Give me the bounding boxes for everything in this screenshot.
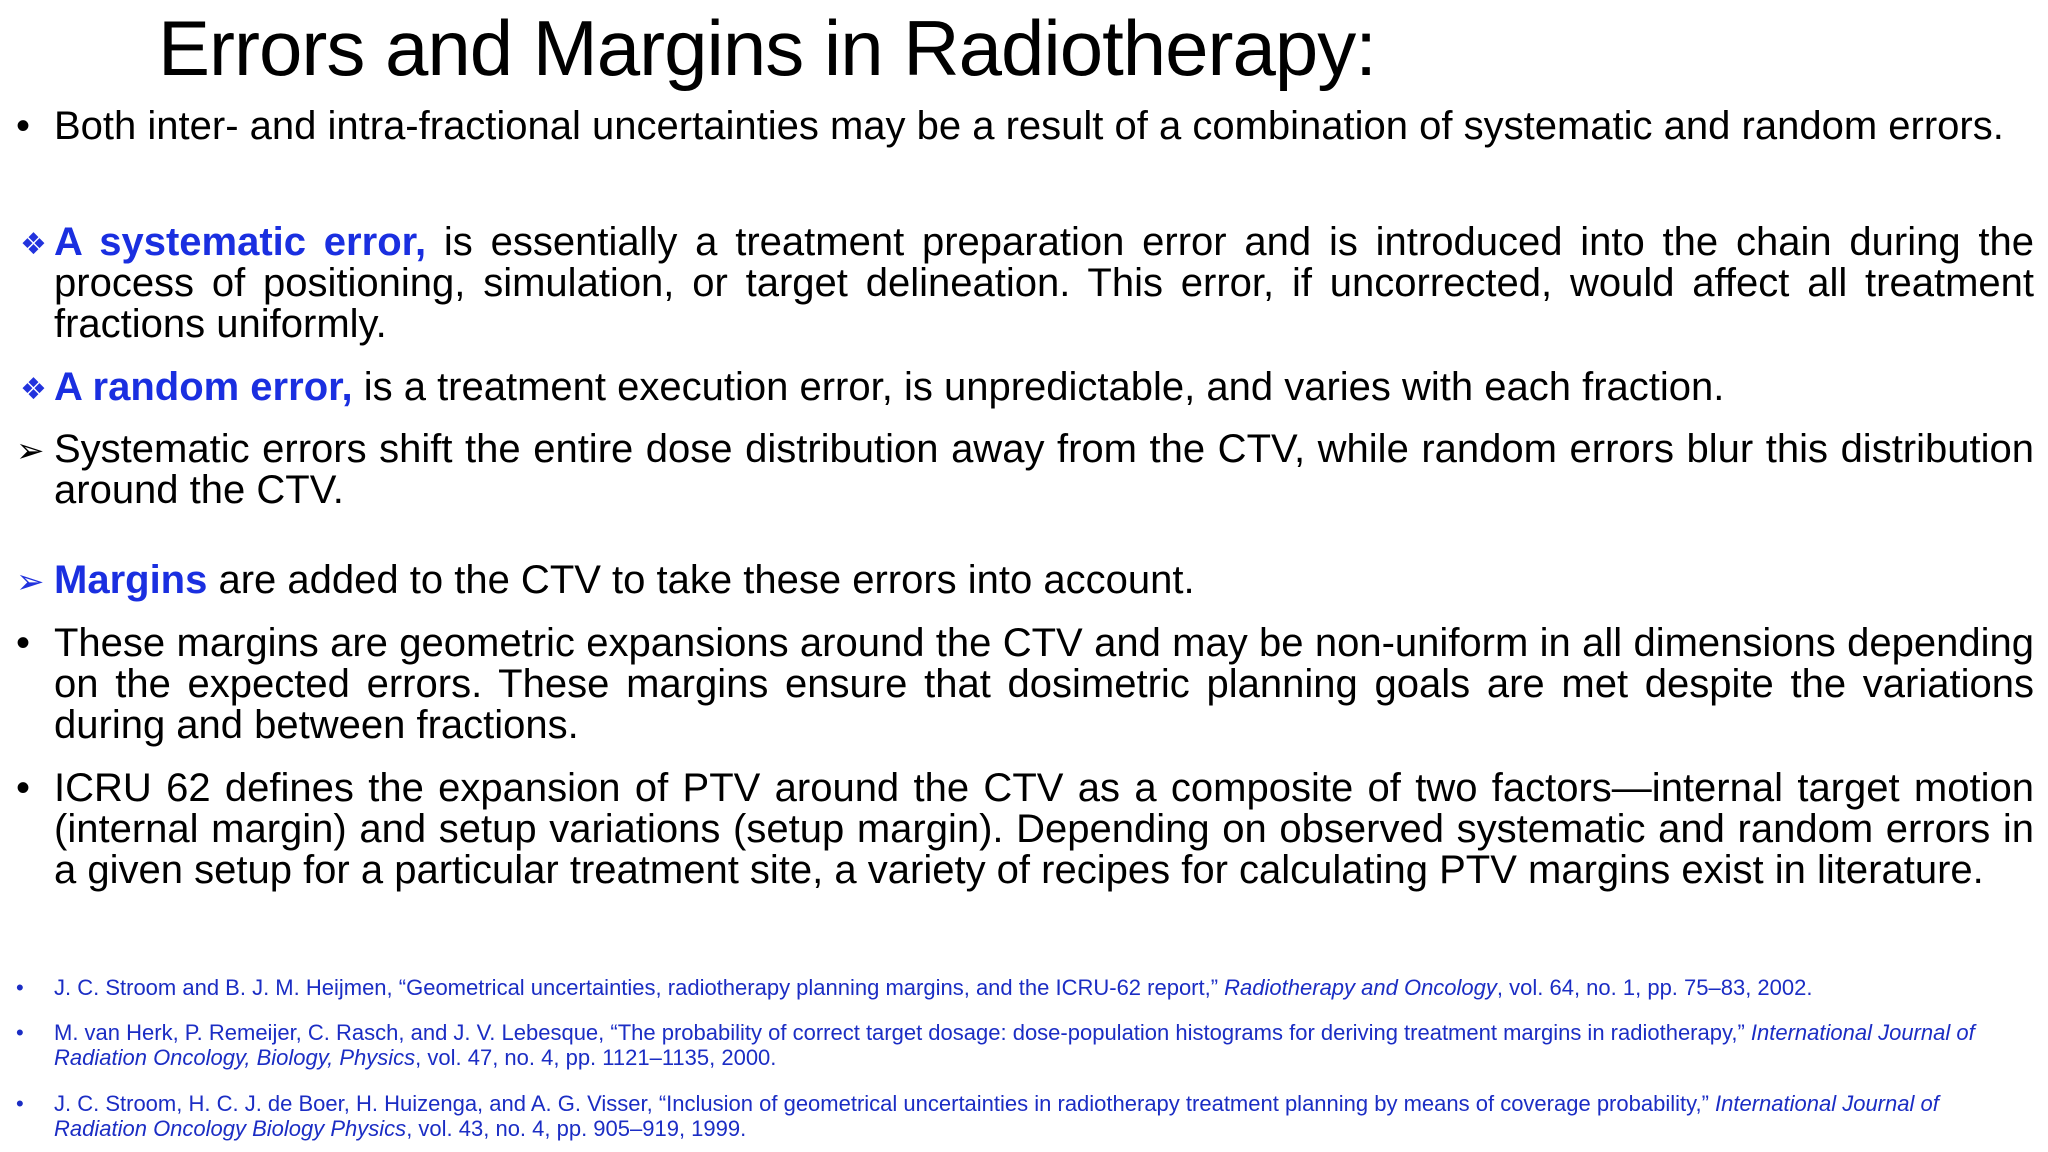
bullet-icon: • [16,766,31,810]
diamond-bullet-icon: ❖ [20,228,47,261]
point-text: These margins are geometric expansions around the CTV and may be non-uniform in all dimensions depending on the expected errors. These margins ensure that dosimetric planning goals are met despite the variations during and between fractions. [54,621,2034,747]
bullet-icon: • [16,104,31,148]
reference-text: M. van Herk, P. Remeijer, C. Rasch, and J. V. Lebesque, “The probability of correct target dosage: dose-population histograms for deriving treatment margins in radiotherapy,” [54,1020,1751,1045]
slide-title: Errors and Margins in Radiotherapy: [158,4,1376,92]
bullet-icon: • [16,1091,24,1116]
reference-details: , vol. 43, no. 4, pp. 905–919, 1999. [406,1116,747,1141]
bullet-point-icru-62 [16,766,2034,892]
arrow-point-error-effects [16,427,2034,512]
arrow-point-margins [16,558,2034,602]
reference-text: J. C. Stroom, H. C. J. de Boer, H. Huizenga, and A. G. Visser, “Inclusion of geometrical uncertainties in radiotherapy treatment planning by means of coverage probability,” [54,1091,1716,1116]
term-random-error: A random error, [54,365,353,409]
diamond-bullet-icon: ❖ [20,373,47,406]
point-text: ICRU 62 defines the expansion of PTV around the CTV as a composite of two factors—internal target motion (internal margin) and setup variations (setup margin). Depending on observed systematic and random errors in a given setup for a particular treatment site, a variety of recipes for calculating PTV margins exist in literature. [54,766,2034,892]
reference-journal: International Journal of Radiation Oncology, Biology, Physics [54,1020,1975,1070]
term-margins: Margins [54,558,208,602]
point-text: Systematic errors shift the entire dose distribution away from the CTV, while random errors blur this distribution around the CTV. [54,427,2034,512]
term-systematic-error: A systematic error, [54,220,427,264]
diamond-point-systematic-error [20,220,2035,346]
reference-journal: International Journal of Radiation Oncology Biology Physics [54,1091,1939,1141]
reference-item [16,1091,2034,1141]
bullet-icon: • [16,975,24,1000]
point-text: is essentially a treatment preparation error and is introduced into the chain during the process of positioning, simulation, or target delineation. This error, if uncorrected, would affect all treatment fractions uniformly. [54,220,2035,346]
bullet-point-inter-intra-fractional [16,104,2034,148]
reference-details: , vol. 47, no. 4, pp. 1121–1135, 2000. [415,1045,777,1070]
reference-item [16,1020,2034,1070]
arrow-bullet-icon: ➢ [16,563,45,601]
diamond-point-random-error [20,365,2034,409]
reference-text: J. C. Stroom and B. J. M. Heijmen, “Geometrical uncertainties, radiotherapy planning margins, and the ICRU-62 report,” [54,975,1225,1000]
arrow-bullet-icon: ➢ [16,432,45,470]
point-text: are added to the CTV to take these errors into account. [207,558,1195,602]
bullet-point-geometric-expansions [16,621,2034,747]
bullet-icon: • [16,1020,24,1045]
point-text: is a treatment execution error, is unpredictable, and varies with each fraction. [352,365,1725,409]
reference-item [16,975,2034,1000]
reference-details: , vol. 64, no. 1, pp. 75–83, 2002. [1496,975,1813,1000]
bullet-icon: • [16,621,31,665]
reference-journal: Radiotherapy and Oncology [1224,975,1497,1000]
point-text: Both inter- and intra-fractional uncertainties may be a result of a combination of systematic and random errors. [54,104,2004,148]
